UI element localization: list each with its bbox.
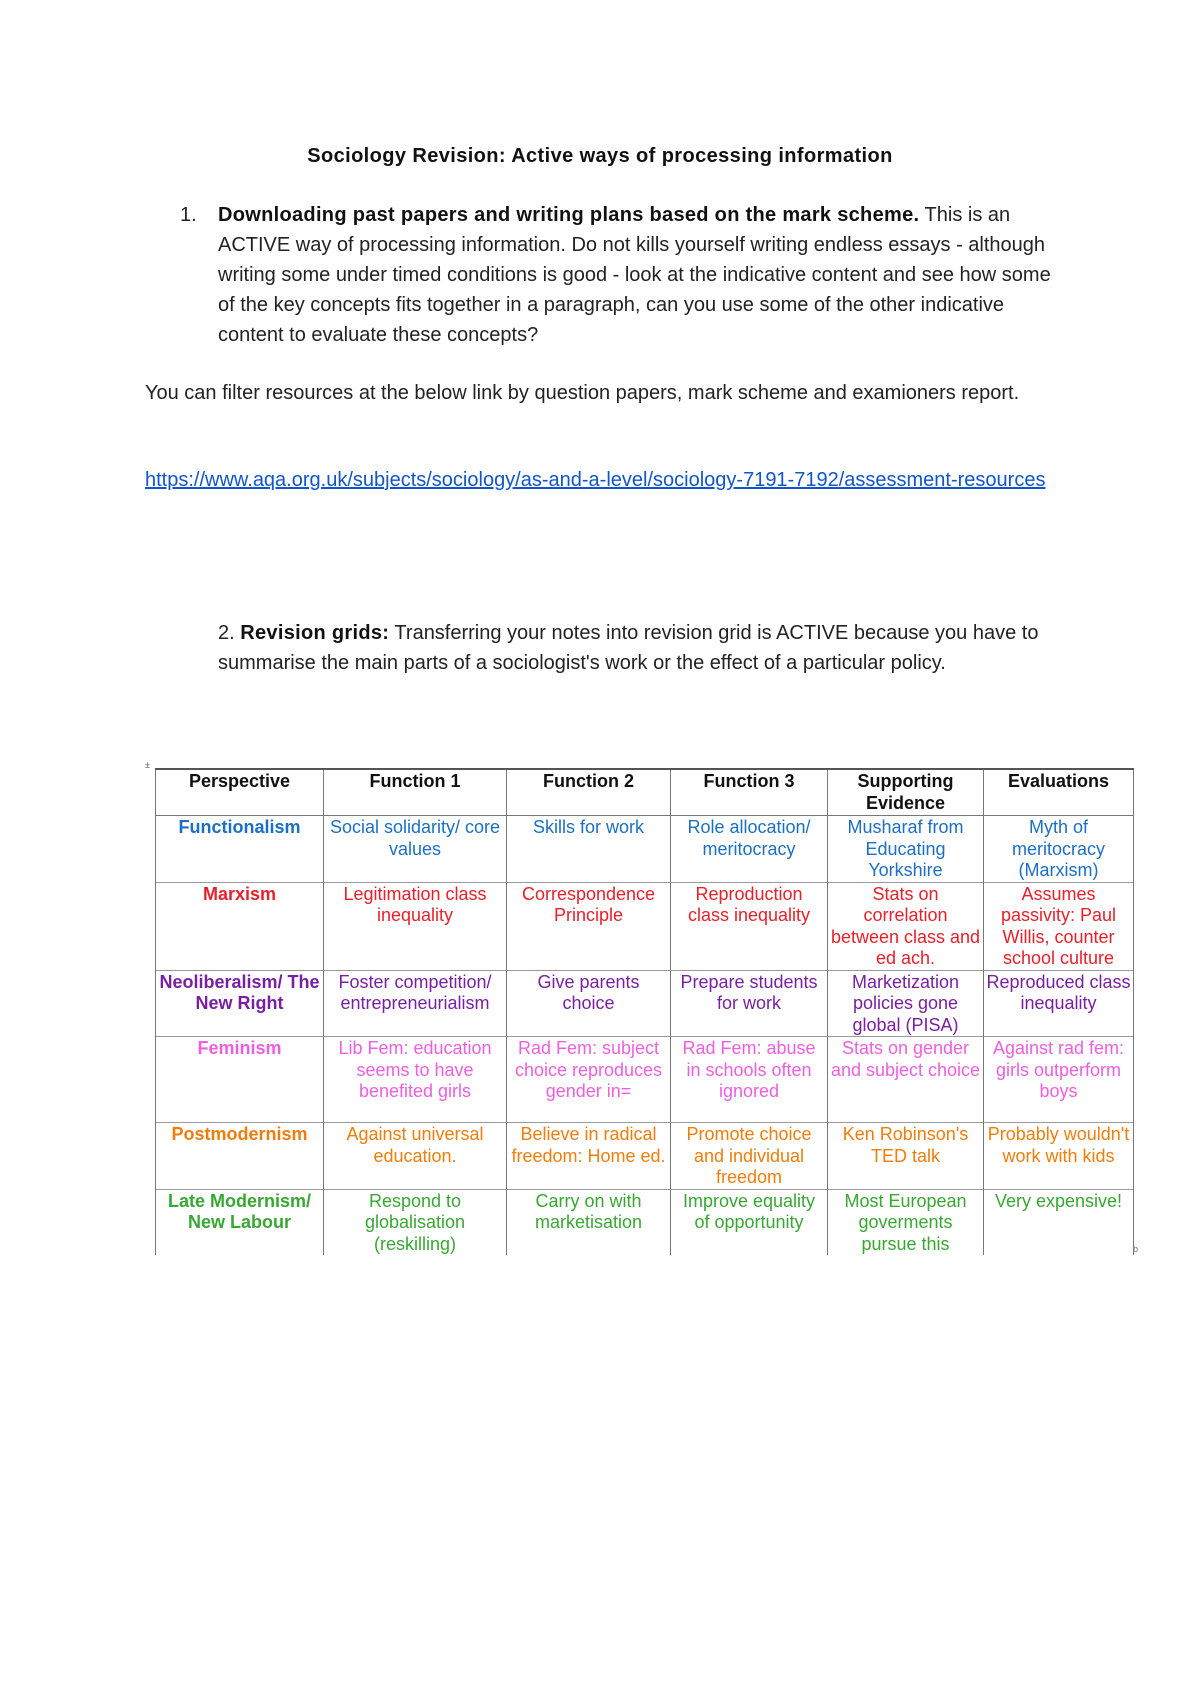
- function-2-cell: Correspondence Principle: [507, 882, 671, 970]
- perspective-cell: Neoliberalism/ The New Right: [156, 970, 324, 1037]
- page-title: Sociology Revision: Active ways of processing information: [307, 145, 893, 167]
- header-function-2: Function 2: [507, 769, 671, 816]
- perspective-cell: Postmodernism: [156, 1123, 324, 1190]
- function-3-cell: Role allocation/ meritocracy: [671, 816, 828, 883]
- function-1-cell: Foster competition/ entrepreneurialism: [324, 970, 507, 1037]
- image-anchor-mark: ±: [145, 760, 150, 770]
- header-function-1: Function 1: [324, 769, 507, 816]
- function-3-cell: Rad Fem: abuse in schools often ignored: [671, 1037, 828, 1123]
- evidence-cell: Ken Robinson's TED talk: [828, 1123, 984, 1190]
- list-item-heading: Downloading past papers and writing plans based on the mark scheme.: [218, 204, 920, 226]
- evidence-cell: Stats on correlation between class and ed ach.: [828, 882, 984, 970]
- function-2-cell: Carry on with marketisation: [507, 1189, 671, 1255]
- list-item-past-papers: [180, 200, 1060, 350]
- perspective-cell: Functionalism: [156, 816, 324, 883]
- function-2-cell: Rad Fem: subject choice reproduces gender in=: [507, 1037, 671, 1123]
- list-item-text: Transferring your notes into revision grid is ACTIVE because you have to summarise the main parts of a sociologist's work or the effect of a particular policy.: [218, 622, 1039, 674]
- function-1-cell: Legitimation class inequality: [324, 882, 507, 970]
- grid-header-row: [156, 769, 1134, 816]
- perspective-cell: Feminism: [156, 1037, 324, 1123]
- grid-row-postmodernism: [156, 1123, 1134, 1190]
- evidence-cell: Most European goverments pursue this: [828, 1189, 984, 1255]
- grid-row-marxism: [156, 882, 1134, 970]
- revision-grid-table: [155, 768, 1134, 1255]
- evaluation-cell: Myth of meritocracy (Marxism): [984, 816, 1134, 883]
- evaluation-cell: Assumes passivity: Paul Willis, counter school culture: [984, 882, 1134, 970]
- list-item-body: [218, 200, 1060, 350]
- function-3-cell: Promote choice and individual freedom: [671, 1123, 828, 1190]
- header-perspective: Perspective: [156, 769, 324, 816]
- perspective-cell: Marxism: [156, 882, 324, 970]
- grid-row-late-modernism: [156, 1189, 1134, 1255]
- list-item-revision-grids: [218, 618, 1068, 678]
- aqa-resources-link[interactable]: https://www.aqa.org.uk/subjects/sociology/as-and-a-level/sociology-7191-7192/assessment-resources: [145, 469, 1046, 491]
- function-2-cell: Skills for work: [507, 816, 671, 883]
- header-supporting-evidence: Supporting Evidence: [828, 769, 984, 816]
- evaluation-cell: Probably wouldn't work with kids: [984, 1123, 1134, 1190]
- grid-row-functionalism: [156, 816, 1134, 883]
- evidence-cell: Stats on gender and subject choice: [828, 1037, 984, 1123]
- function-3-cell: Prepare students for work: [671, 970, 828, 1037]
- list-item-text: This is an ACTIVE way of processing information. Do not kills yourself writing endless essays - although writing some under timed conditions is good - look at the indicative content and see how some of the key concepts fits together in a paragraph, can you use some of the other indicative content to evaluate these concepts?: [218, 204, 1051, 346]
- function-2-cell: Believe in radical freedom: Home ed.: [507, 1123, 671, 1190]
- evaluation-cell: Reproduced class inequality: [984, 970, 1134, 1037]
- list-number: 1.: [180, 204, 197, 226]
- function-1-cell: Lib Fem: education seems to have benefited girls: [324, 1037, 507, 1123]
- function-3-cell: Reproduction class inequality: [671, 882, 828, 970]
- list-item-heading: Revision grids:: [240, 622, 390, 644]
- header-evaluations: Evaluations: [984, 769, 1134, 816]
- function-1-cell: Respond to globalisation (reskilling): [324, 1189, 507, 1255]
- evaluation-cell: Against rad fem: girls outperform boys: [984, 1037, 1134, 1123]
- grid-row-feminism: [156, 1037, 1134, 1123]
- function-3-cell: Improve equality of opportunity: [671, 1189, 828, 1255]
- filter-paragraph: You can filter resources at the below link by question papers, mark scheme and examioners report.: [145, 382, 1020, 404]
- function-2-cell: Give parents choice: [507, 970, 671, 1037]
- grid-row-neoliberalism: [156, 970, 1134, 1037]
- function-1-cell: Social solidarity/ core values: [324, 816, 507, 883]
- evaluation-cell: Very expensive!: [984, 1189, 1134, 1255]
- perspective-cell: Late Modernism/ New Labour: [156, 1189, 324, 1255]
- header-function-3: Function 3: [671, 769, 828, 816]
- evidence-cell: Musharaf from Educating Yorkshire: [828, 816, 984, 883]
- image-resize-mark: b: [1133, 1244, 1139, 1254]
- list-number: 2.: [218, 622, 235, 644]
- function-1-cell: Against universal education.: [324, 1123, 507, 1190]
- evidence-cell: Marketization policies gone global (PISA): [828, 970, 984, 1037]
